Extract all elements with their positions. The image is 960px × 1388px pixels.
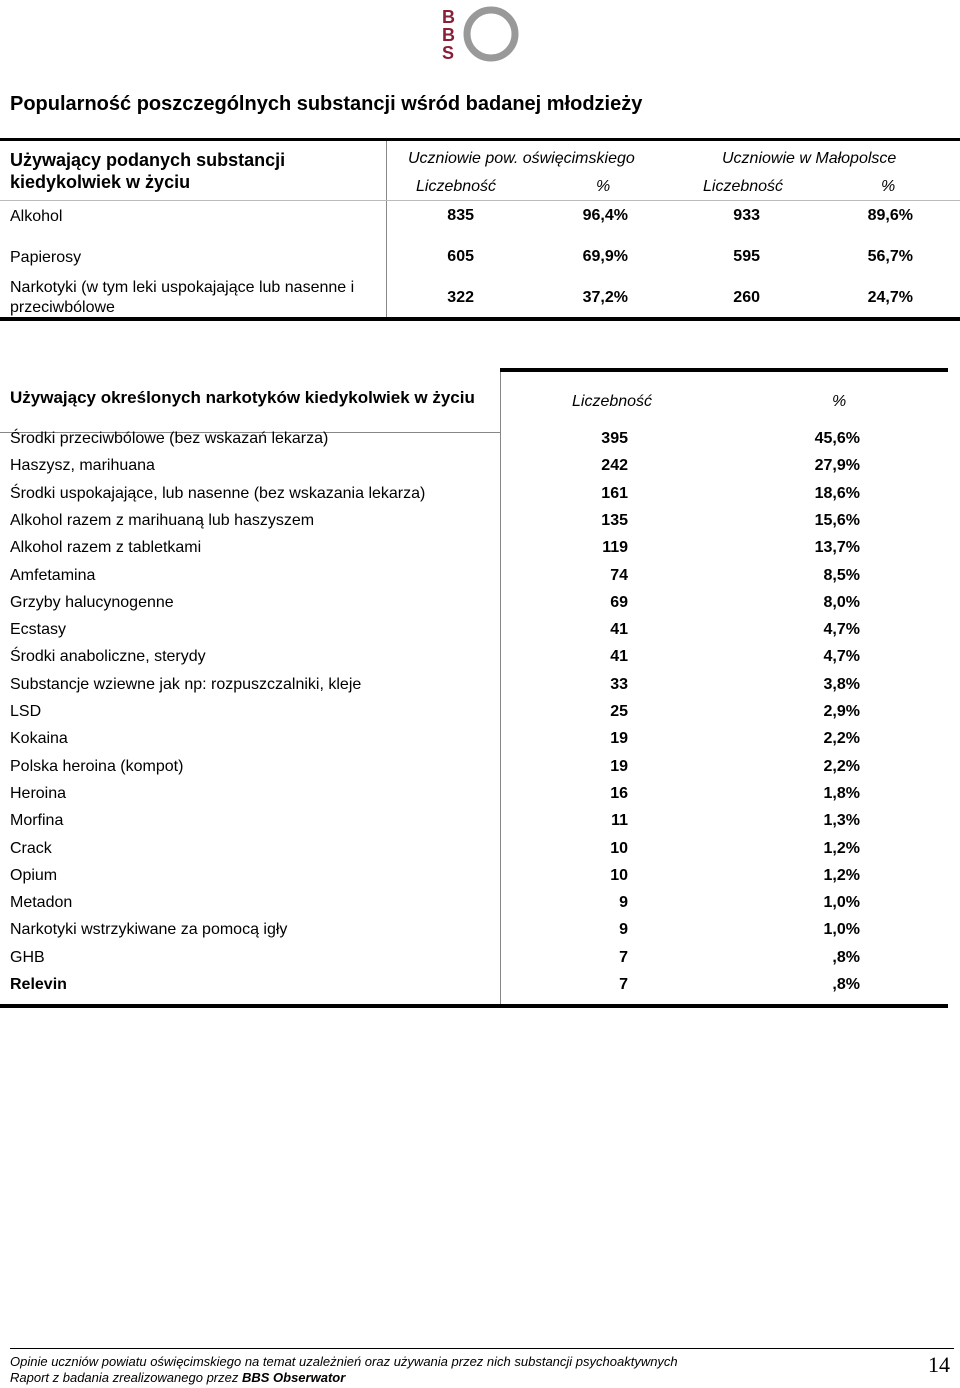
- row-label: Amfetamina: [10, 566, 96, 584]
- row-count: 242: [601, 457, 628, 475]
- row-pct: 24,7%: [867, 289, 913, 306]
- row-label: LSD: [10, 703, 42, 720]
- column-header-count: Liczebność: [572, 393, 653, 410]
- row-label: Narkotyki wstrzykiwane za pomocą igły: [10, 921, 288, 939]
- row-pct: 1,8%: [823, 784, 860, 802]
- table-row: [0, 727, 948, 754]
- table-row: [0, 673, 948, 700]
- row-label: Opium: [10, 866, 58, 884]
- table-top-border: [0, 138, 960, 141]
- row-pct: 1,0%: [823, 894, 860, 912]
- row-pct: 1,2%: [823, 839, 860, 857]
- row-count: 161: [601, 484, 628, 502]
- group-header-oswiecim: Uczniowie pow. oświęcimskiego: [408, 150, 635, 167]
- row-count: 933: [733, 207, 760, 224]
- row-pct: 1,0%: [823, 921, 860, 939]
- table-row: [0, 864, 948, 891]
- page-title: Popularność poszczególnych substancji wśród badanej młodzieży: [10, 93, 643, 115]
- row-count: 322: [447, 289, 474, 306]
- row-count: 33: [610, 675, 628, 693]
- row-pct: ,8%: [832, 976, 860, 993]
- svg-text:B: B: [442, 7, 455, 27]
- row-count: 135: [601, 511, 628, 529]
- row-label: Alkohol: [10, 208, 63, 225]
- row-label: Kokaina: [10, 730, 68, 748]
- footer-source-prefix: Raport z badania zrealizowanego przez: [10, 1370, 242, 1385]
- table-row: [0, 973, 948, 1000]
- table-row: [0, 946, 948, 973]
- row-count: 19: [610, 757, 628, 775]
- table-row: [0, 454, 948, 481]
- row-count: 7: [619, 948, 628, 966]
- table-top-border: [500, 368, 948, 372]
- row-label: Środki przeciwbólowe (bez wskazań lekarza): [10, 430, 329, 447]
- bbs-logo: [436, 4, 520, 62]
- row-pct: 4,7%: [823, 648, 860, 666]
- row-pct: 96,4%: [582, 207, 628, 224]
- svg-text:B: B: [442, 25, 455, 45]
- row-label: Alkohol razem z marihuaną lub haszyszem: [10, 511, 315, 529]
- row-count: 10: [610, 839, 628, 857]
- row-count: 25: [610, 703, 628, 720]
- table-row: [0, 591, 948, 618]
- subheader-count: Liczebność: [703, 178, 784, 195]
- footer-divider: [10, 1348, 954, 1349]
- table-row: [0, 809, 948, 836]
- row-count: 119: [602, 539, 628, 557]
- row-count: 395: [601, 430, 628, 447]
- subheader-pct: %: [596, 178, 611, 195]
- row-pct: 8,5%: [823, 566, 860, 584]
- row-count: 74: [610, 566, 628, 584]
- table-header-label: Używający określonych narkotyków kiedykolwiek w życiu: [10, 388, 475, 407]
- row-pct: 13,7%: [814, 539, 860, 557]
- row-count: 11: [611, 812, 628, 830]
- group-header-malopolska: Uczniowie w Małopolsce: [722, 150, 897, 167]
- row-label: Ecstasy: [10, 621, 67, 639]
- row-count: 595: [733, 248, 760, 265]
- row-pct: 45,6%: [814, 430, 860, 447]
- row-label: Alkohol razem z tabletkami: [10, 539, 202, 557]
- row-count: 9: [619, 921, 628, 939]
- table-row: [0, 837, 948, 864]
- table-row: [0, 755, 948, 782]
- row-count: 605: [447, 248, 474, 265]
- row-count: 10: [610, 866, 628, 884]
- svg-text:S: S: [442, 43, 455, 62]
- row-label: Polska heroina (kompot): [10, 757, 184, 775]
- table-row: [0, 618, 948, 645]
- table-row: [0, 509, 948, 536]
- row-label: Środki uspokajające, lub nasenne (bez wskazania lekarza): [10, 484, 426, 502]
- footer-report-source: [10, 1370, 345, 1385]
- row-count: 9: [619, 894, 628, 912]
- bbs-logo-icon: [436, 4, 520, 62]
- table-row: [0, 700, 948, 727]
- row-pct: 18,6%: [814, 484, 860, 502]
- subheader-count: Liczebność: [416, 178, 497, 195]
- footer-source-org: BBS Obserwator: [241, 1370, 346, 1385]
- subheader-pct: %: [881, 178, 896, 195]
- row-pct: 15,6%: [814, 511, 860, 529]
- row-pct: 8,0%: [823, 593, 860, 611]
- row-pct: 1,3%: [823, 812, 860, 830]
- row-count: 41: [610, 621, 628, 639]
- row-label: Papierosy: [10, 249, 82, 266]
- table-header-label: Używający podanych substancji kiedykolwiek w życiu: [10, 150, 286, 192]
- row-pct: 27,9%: [814, 457, 860, 475]
- row-pct: 4,7%: [823, 621, 860, 639]
- row-pct: 69,9%: [582, 248, 628, 265]
- row-label: Heroina: [10, 784, 67, 802]
- table-row: [0, 645, 948, 672]
- row-label: Relevin: [10, 976, 67, 993]
- row-label: Narkotyki (w tym leki uspokajające lub nasenne i przeciwbólowe: [10, 279, 355, 316]
- row-pct: 89,6%: [867, 207, 913, 224]
- footer-report-title: Opinie uczniów powiatu oświęcimskiego na temat uzależnień oraz używania przez nich substancji psychoaktywnych: [10, 1354, 678, 1369]
- table-row: [0, 427, 948, 454]
- row-label: Środki anaboliczne, sterydy: [10, 648, 206, 666]
- row-count: 7: [619, 976, 628, 993]
- row-pct: 2,2%: [823, 730, 860, 748]
- table-row: [0, 918, 948, 945]
- row-label: Grzyby halucynogenne: [10, 593, 174, 611]
- row-pct: 3,8%: [823, 675, 860, 693]
- row-count: 19: [610, 730, 628, 748]
- page-number: 14: [928, 1352, 950, 1377]
- row-count: 69: [610, 593, 628, 611]
- row-label: Haszysz, marihuana: [10, 457, 155, 475]
- table-row: [0, 891, 948, 918]
- row-pct: ,8%: [832, 948, 860, 966]
- row-label: Crack: [10, 839, 52, 857]
- row-count: 260: [733, 289, 760, 306]
- row-count: 16: [610, 784, 628, 802]
- row-label: Substancje wziewne jak np: rozpuszczalniki, kleje: [10, 675, 362, 693]
- table-row: [0, 564, 948, 591]
- row-pct: 2,2%: [823, 757, 860, 775]
- row-count: 835: [447, 207, 474, 224]
- row-label: Metadon: [10, 894, 73, 912]
- row-pct: 2,9%: [823, 703, 860, 720]
- header-divider: [0, 200, 960, 201]
- table-row: [0, 782, 948, 809]
- drugs-table: [0, 368, 960, 1008]
- table-bottom-border: [0, 1004, 948, 1008]
- row-pct: 1,2%: [823, 866, 860, 884]
- row-pct: 56,7%: [867, 248, 913, 265]
- table-row: [0, 482, 948, 509]
- table-row: [0, 536, 948, 563]
- row-pct: 37,2%: [582, 289, 628, 306]
- row-label: GHB: [10, 948, 45, 966]
- row-count: 41: [610, 648, 628, 666]
- row-label: Morfina: [10, 812, 64, 830]
- column-header-pct: %: [832, 393, 847, 410]
